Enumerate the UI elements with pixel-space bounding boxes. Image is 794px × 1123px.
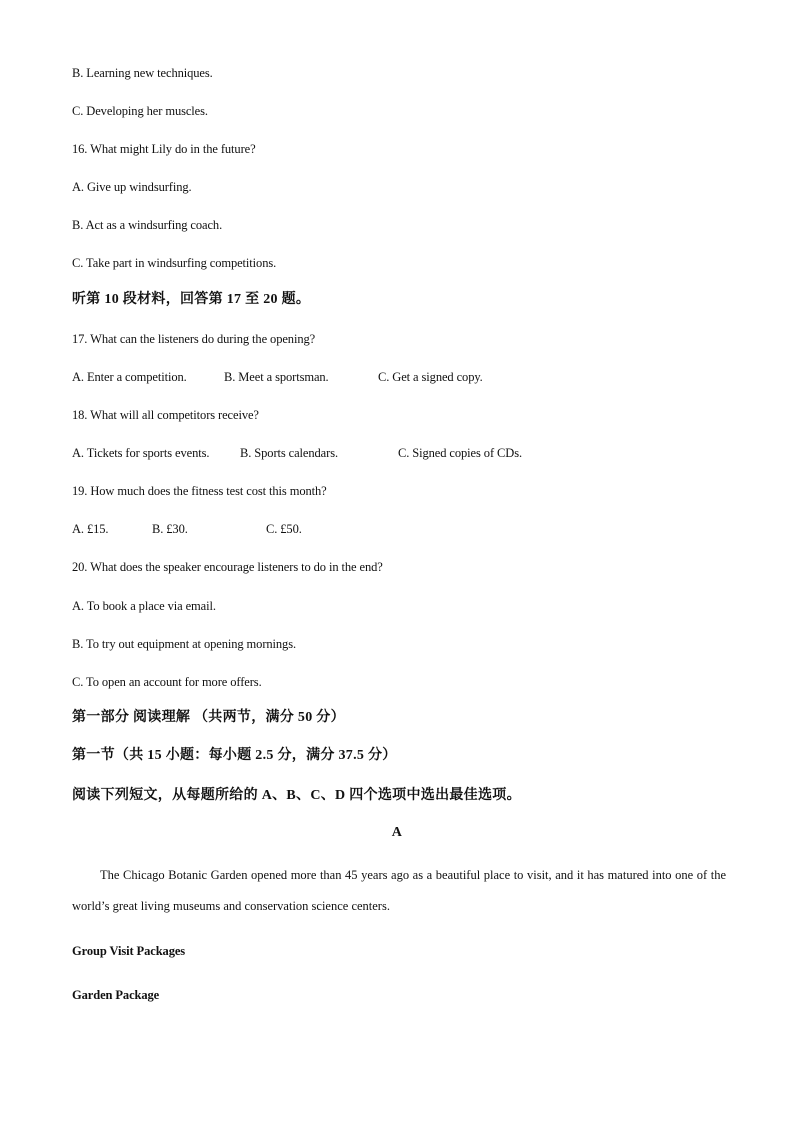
q18-option-b: B. Sports calendars.: [240, 446, 338, 460]
q18-option-a: A. Tickets for sports events.: [72, 446, 210, 460]
q19-option-b: B. £30.: [152, 522, 188, 536]
q15-option-b: B. Learning new techniques.: [72, 66, 213, 80]
q19-option-c: C. £50.: [266, 522, 302, 536]
q16-question: 16. What might Lily do in the future?: [72, 142, 256, 156]
q17-question: 17. What can the listeners do during the opening?: [72, 332, 316, 346]
passage-label: A: [391, 825, 403, 840]
heading-garden-package: Garden Package: [72, 988, 160, 1002]
q18-question: 18. What will all competitors receive?: [72, 408, 259, 422]
q19-question: 19. How much does the fitness test cost this month?: [72, 484, 327, 498]
q16-option-a: A. Give up windsurfing.: [72, 180, 192, 194]
q19-option-a: A. £15.: [72, 522, 109, 536]
passage-paragraph: The Chicago Botanic Garden opened more than 45 years ago as a beautiful place to visit, and it has matured into one of the world’s great living museums and conservation science centers.: [72, 868, 726, 913]
section1-heading: 第一节（共 15 小题：每小题 2.5 分，满分 37.5 分）: [72, 748, 397, 763]
q17-option-b: B. Meet a sportsman.: [224, 370, 329, 384]
part1-heading: 第一部分 阅读理解 （共两节，满分 50 分）: [72, 710, 345, 725]
q17-option-a: A. Enter a competition.: [72, 370, 187, 384]
q17-option-c: C. Get a signed copy.: [378, 370, 483, 384]
q18-option-c: C. Signed copies of CDs.: [398, 446, 522, 460]
q17-options: [72, 369, 483, 385]
q16-option-b: B. Act as a windsurfing coach.: [72, 218, 223, 232]
q20-option-a: A. To book a place via email.: [72, 599, 216, 613]
heading-group-visit-packages: Group Visit Packages: [72, 944, 186, 958]
q20-option-b: B. To try out equipment at opening mornings.: [72, 637, 296, 651]
q16-option-c: C. Take part in windsurfing competitions.: [72, 256, 277, 270]
q20-option-c: C. To open an account for more offers.: [72, 675, 262, 689]
reading-instructions: 阅读下列短文，从每题所给的 A、B、C、D 四个选项中选出最佳选项。: [72, 788, 521, 803]
q18-options: [72, 445, 522, 461]
q15-option-c: C. Developing her muscles.: [72, 104, 208, 118]
section10-heading: 听第 10 段材料，回答第 17 至 20 题。: [72, 292, 311, 307]
q20-question: 20. What does the speaker encourage listeners to do in the end?: [72, 560, 383, 574]
q19-options: [72, 521, 302, 537]
